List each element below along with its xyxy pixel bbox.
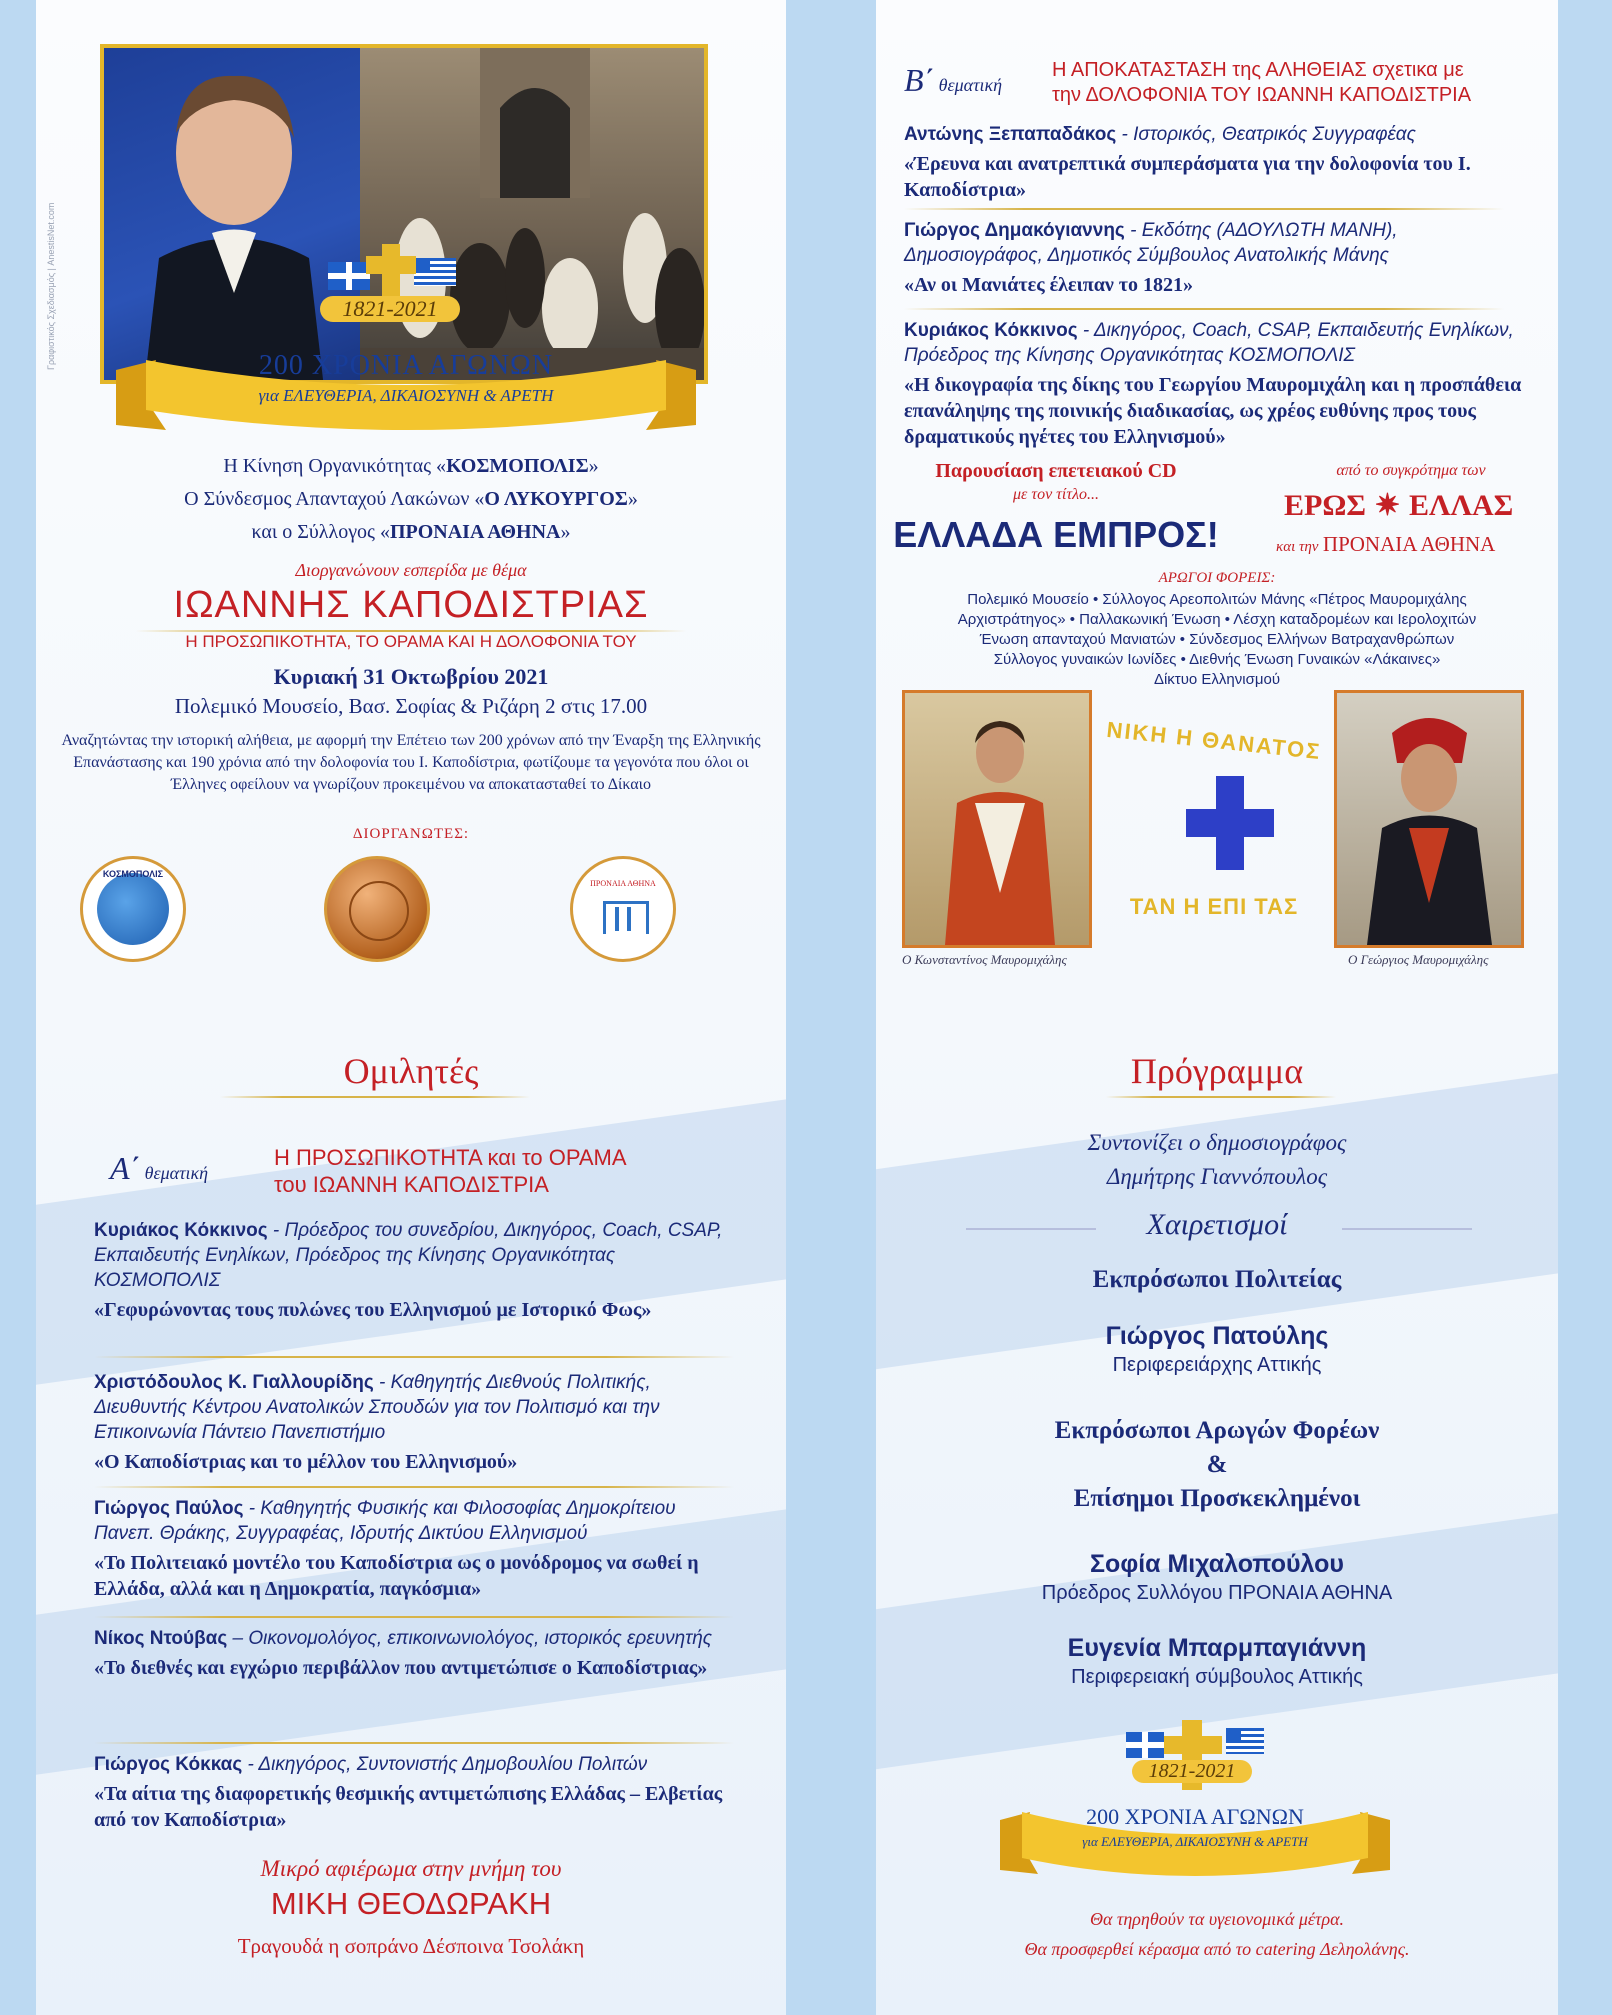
blue-cross-icon (1186, 776, 1274, 870)
event-date: Κυριακή 31 Οκτωβρίου 2021 (273, 664, 549, 689)
tribute-name: ΜΙΚΗ ΘΕΟΔΩΡΑΚΗ (270, 1886, 552, 1921)
years-badge: 1821-2021 (1132, 1760, 1252, 1783)
speaker-item: Νίκος Ντούβας – Οικονομολόγος, επικοινωνιολόγος, ιστορικός ερευνητής «Το διεθνές και εγχώριο περιβάλλον που αντιμετώπισε ο Καποδίστριας» (94, 1628, 713, 1679)
speaker-divider (94, 1616, 734, 1618)
speaker-item: Γιώργος Παύλος - Καθηγητής Φυσικής και Φιλοσοφίας Δημοκρίτειου Πανεπ. Θράκης, Συγγραφέας, Ιδρυτής Δικτύου Ελληνισμού «Το Πολιτειακό μοντέλο του Καποδίστρια ως ο μονόδρομος να σωθεί η Ελλάδα, αλλά και η Δημοκρατία, παγκόσμια» (94, 1498, 699, 1600)
lykourgos-coin-logo (324, 856, 430, 962)
cross-icon-bar (1162, 1736, 1222, 1754)
ribbon-subtitle: για ΕΛΕΥΘΕΡΙΑ, ΔΙΚΑΙΟΣΥΝΗ & ΑΡΕΤΗ (258, 386, 554, 405)
portrait-konstantinos-caption: Ο Κωνσταντίνος Μαυρομιχάλης (902, 952, 1067, 967)
group-partner-line: και την ΠΡΟΝΑΙΑ ΑΘΗΝΑ (1276, 532, 1496, 556)
speaker-divider (94, 1486, 734, 1488)
sponsors-label: ΑΡΩΓΟΙ ΦΟΡΕΙΣ: (1158, 570, 1276, 586)
flag-right-icon (414, 258, 456, 286)
group-name: ΕΡΩΣ ✷ ΕΛΛΑΣ (1284, 489, 1514, 522)
coordinator: Συντονίζει ο δημοσιογράφος Δημήτρης Γιαννόπουλος (1087, 1130, 1347, 1189)
ribbon-subtitle: για ΕΛΕΥΘΕΡΙΑ, ΔΙΚΑΙΟΣΥΝΗ & ΑΡΕΤΗ (1082, 1834, 1308, 1849)
portrait-georgios (1334, 690, 1524, 948)
speaker-item: Γιώργος Δημακόγιαννης - Εκδότης (ΑΔΟΥΛΩΤΗ ΜΑΝΗ), Δημοσιογράφος, Δημοτικός Σύμβουλος Ανατολικής Μάνης «Αν οι Μανιάτες έλειπαν το 1821» (904, 220, 1398, 296)
main-title: ΙΩΑΝΝΗΣ ΚΑΠΟΔΙΣΤΡΙΑΣ (173, 584, 649, 626)
thematic-b-label: Β΄ θεματική (904, 62, 1003, 98)
motto-top: ΝΙΚΗ Η ΘΑΝΑΤΟΣ (1105, 716, 1323, 765)
main-subtitle: Η ΠΡΟΣΩΠΙΚΟΤΗΤΑ, ΤΟ ΟΡΑΜΑ ΚΑΙ Η ΔΟΛΟΦΟΝΙΑ ΤΟΥ (185, 632, 637, 651)
speakers-divider (220, 1096, 530, 1098)
greeting-patoulis-role: Περιφερειάρχης Αττικής (1112, 1354, 1322, 1376)
sun-icon: ✷ (1374, 489, 1401, 522)
speaker-item: Γιώργος Κόκκας - Δικηγόρος, Συντονιστής Δημοβουλίου Πολιτών «Τα αίτια της διαφορετικής θεσμικής αντιμετώπισης Ελλάδας – Ελβετίας από τον Καποδίστρια» (94, 1754, 723, 1831)
event-description: Αναζητώντας την ιστορική αλήθεια, με αφορμή την Επέτειο των 200 χρόνων από την Έναρξη της Ελληνικής Επανάστασης και 190 χρόνια από την δολοφονία του Ι. Καποδίστρια, φωτίζουμε τα γεγονότα που όλοι οι Έλληνες οφείλουν να γνωρίζουν προκειμένου να αποκατασταθεί το Δίκαιο (61, 732, 761, 793)
greeting-barbagianni-role: Περιφερειακή σύμβουλος Αττικής (1071, 1666, 1363, 1688)
speaker-divider (904, 308, 1504, 310)
cross-icon-bar (366, 256, 416, 274)
speakers-heading: Ομιλητές (343, 1051, 479, 1091)
greeting-barbagianni-name: Ευγενία Μπαρμπαγιάννη (1067, 1634, 1367, 1662)
pronaia-logo-text: ΠΡΟΝΑΙΑ ΑΘΗΝΑ (590, 879, 656, 888)
thematic-a-label: Α΄ θεματική (110, 1150, 209, 1186)
anniversary-ribbon (116, 330, 696, 440)
organizers-block (36, 450, 786, 549)
program-divider (1106, 1096, 1336, 1098)
footer-notes: Θα τηρηθούν τα υγειονομικά μέτρα. Θα προσφερθεί κέρασμα από το catering Δεληολάνης. (1024, 1909, 1410, 1959)
speaker-item: Αντώνης Ξεπαπαδάκος - Ιστορικός, Θεατρικός Συγγραφέας «Έρευνα και ανατρεπτικά συμπεράσματα για την δολοφονία του Ι. Καποδίστρια» (904, 124, 1471, 201)
tribute-performer: Τραγουδά η σοπράνο Δέσποινα Τσολάκη (237, 1934, 585, 1958)
speaker-item: Κυριάκος Κόκκινος - Δικηγόρος, Coach, CSAP, Εκπαιδευτής Ενηλίκων, Πρόεδρος της Κίνησης Οργανικότητας ΚΟΣΜΟΠΟΛΙΣ «Η δικογραφία της δίκης του Γεωργίου Μαυρομιχάλη και η προσπάθεια επανάληψης της ποινικής διαδικασίας, ως χρέος ευθύνης προς τους δραματικούς ηγέτες του Ελληνισμού» (904, 320, 1522, 448)
ribbon-title: 200 ΧΡΟΝΙΑ ΑΓΩΝΩΝ (1086, 1804, 1304, 1829)
greeting-state-reps: Εκπρόσωποι Πολιτείας (1092, 1266, 1342, 1293)
greeting-patoulis-name: Γιώργος Πατούλης (1105, 1322, 1329, 1350)
portrait-konstantinos (902, 690, 1092, 948)
event-venue: Πολεμικό Μουσείο, Βασ. Σοφίας & Ριζάρη 2 στις 17.00 (174, 694, 648, 718)
thematic-a-title: Η ΠΡΟΣΩΠΙΚΟΤΗΤΑ και το ΟΡΑΜΑ του ΙΩΑΝΝΗ ΚΑΠΟΔΙΣΤΡΙΑ (274, 1145, 627, 1197)
speaker-item: Χριστόδουλος Κ. Γιαλλουρίδης - Καθηγητής Διεθνούς Πολιτικής, Διευθυντής Κέντρου Ανατολικών Σπουδών για τον Πολιτισμό και την Επικοινωνία Πάντειο Πανεπιστήμιο «Ο Καποδίστριας και το μέλλον του Ελληνισμού» (94, 1372, 660, 1473)
kosmopolis-logo (80, 856, 186, 962)
tribute-intro: Μικρό αφιέρωμα στην μνήμη του (260, 1856, 562, 1881)
cd-title: ΕΛΛΑΔΑ ΕΜΠΡΟΣ! (893, 514, 1219, 555)
anniversary-ribbon (1000, 1784, 1390, 1884)
right-flyer-panel (876, 0, 1558, 2015)
program-heading: Πρόγραμμα (1130, 1051, 1304, 1091)
group-intro: από το συγκρότημα των (1336, 462, 1486, 479)
portrait-georgios-caption: Ο Γεώργιος Μαυρομιχάλης (1348, 952, 1489, 967)
greeting-sponsor-reps: Εκπρόσωποι Αρωγών Φορέων & Επίσημοι Προσκεκλημένοι (1054, 1417, 1380, 1512)
speaker-divider (94, 1742, 734, 1744)
organizers-label: ΔΙΟΡΓΑΝΩΤΕΣ: (352, 826, 470, 842)
flag-right-icon (1226, 1728, 1264, 1754)
left-flyer-panel (36, 0, 786, 2015)
design-credit: Γραφιστικός Σχεδιασμός | AnestisNet.com (46, 202, 56, 370)
sponsors-list: Πολεμικό Μουσείο • Σύλλογος Αρεοπολιτών Μάνης «Πέτρος Μαυρομιχάλης Αρχιστράτηγος» • Παλλακωνική Ένωση • Λέσχη καταδρομέων και Ιερολοχιτών Ένωση απανταχού Μανιατών • Σύνδεσμος Ελλήνων Βατραχανθρώπων Σύλλογος γυναικών Ιωνίδες • Διεθνής Ένωση Γυναικών «Λάκαινες» Δίκτυο Ελληνισμού (957, 591, 1477, 688)
motto-bottom: ΤΑΝ Η ΕΠΙ ΤΑΣ (1129, 894, 1299, 919)
organizer-line-3: και ο Σύλλογος «ΠΡΟΝΑΙΑ ΑΘΗΝΑ» (251, 521, 571, 543)
greetings-heading: Χαιρετισμοί (1146, 1208, 1288, 1241)
greeting-michalopoulou-name: Σοφία Μιχαλοπούλου (1090, 1550, 1344, 1578)
years-badge: 1821-2021 (320, 296, 460, 322)
flag-left-icon (1126, 1732, 1164, 1758)
organizer-line-2: Ο Σύνδεσμος Απανταχού Λακώνων «Ο ΛΥΚΟΥΡΓΟΣ» (184, 488, 638, 510)
cd-presentation: Παρουσίαση επετειακού CD (935, 460, 1177, 482)
pronaia-athina-logo (570, 856, 676, 962)
kosmopolis-logo-text: ΚΟΣΜΟΠΟΛΙΣ (102, 869, 164, 879)
thematic-b-title: Η ΑΠΟΚΑΤΑΣΤΑΣΗ της ΑΛΗΘΕΙΑΣ σχετικα με την ΔΟΛΟΦΟΝΙΑ ΤΟΥ ΙΩΑΝΝΗ ΚΑΠΟΔΙΣΤΡΙΑ (1052, 59, 1472, 106)
ribbon-title: 200 ΧΡΟΝΙΑ ΑΓΩΝΩΝ (258, 350, 554, 381)
cd-title-intro: με τον τίτλο... (1013, 486, 1099, 503)
speaker-item: Κυριάκος Κόκκινος - Πρόεδρος του συνεδρίου, Δικηγόρος, Coach, CSAP, Εκπαιδευτής Ενηλίκων, Πρόεδρος της Κίνησης Οργανικότητας ΚΟΣΜΟΠΟΛΙΣ «Γεφυρώνοντας τους πυλώνες του Ελληνισμού με Ιστορικό Φως» (94, 1220, 723, 1321)
organizer-line-1: Η Κίνηση Οργανικότητας «ΚΟΣΜΟΠΟΛΙΣ» (223, 455, 599, 477)
flag-left-icon (328, 262, 370, 290)
theme-intro: Διοργανώνουν εσπερίδα με θέμα (295, 560, 527, 580)
greeting-michalopoulou-role: Πρόεδρος Συλλόγου ΠΡΟΝΑΙΑ ΑΘΗΝΑ (1041, 1582, 1393, 1604)
speaker-divider (94, 1356, 734, 1358)
speaker-divider (904, 208, 1504, 210)
